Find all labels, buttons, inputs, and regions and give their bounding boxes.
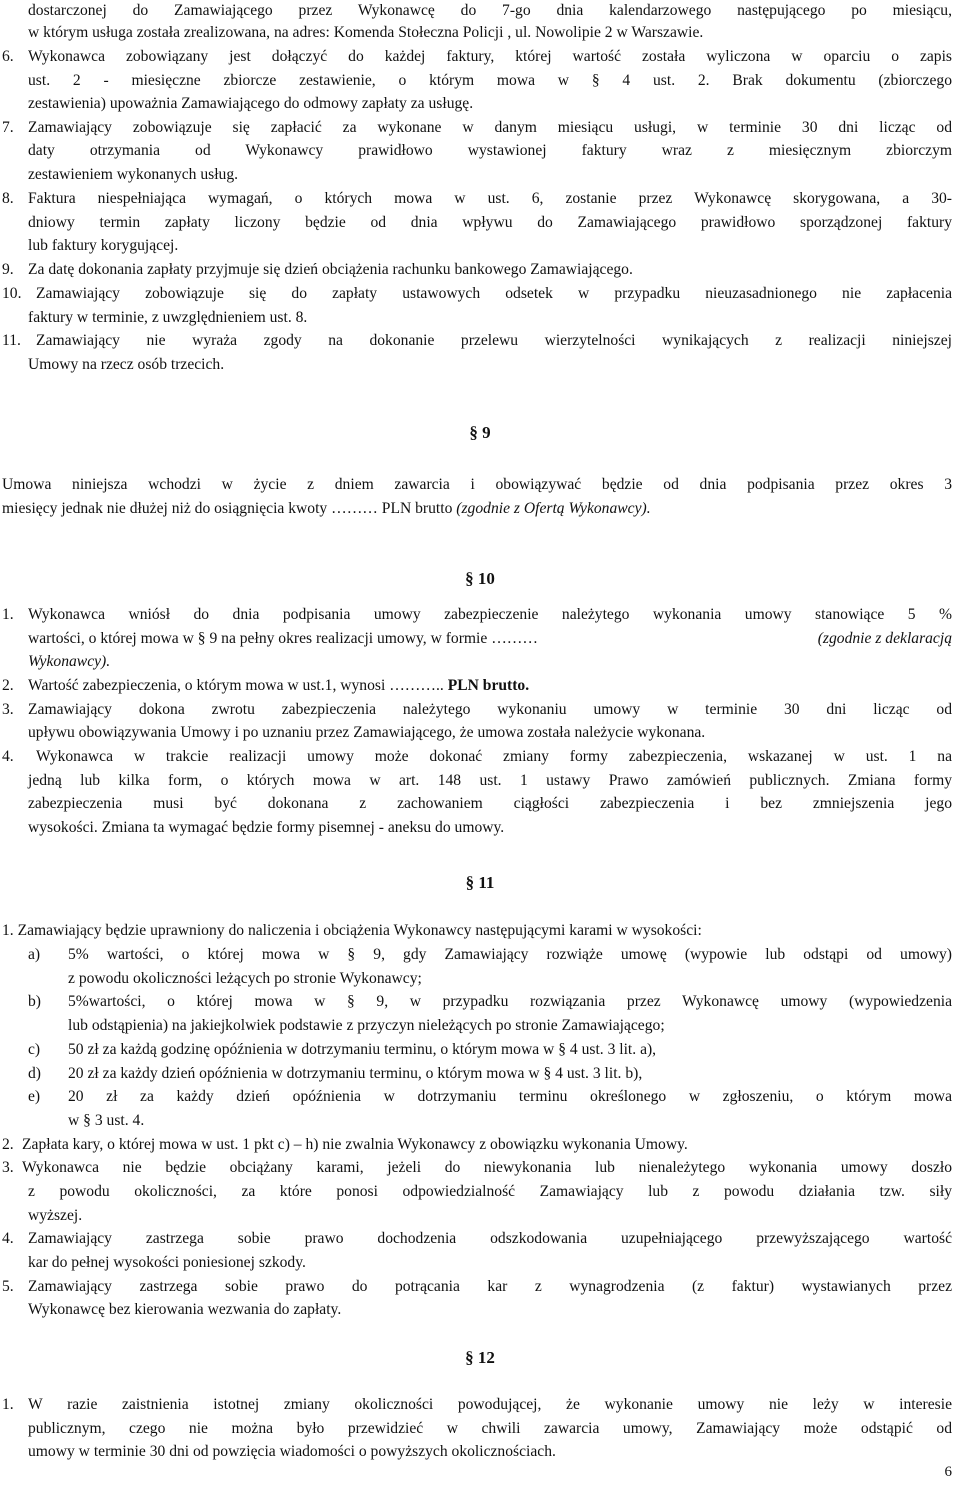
paragraph-line: Umowy na rzecz osób trzecich. [28, 356, 225, 373]
paragraph-line: z powodu okoliczności, za które ponosi odpowiedzialność Zamawiający lub z powodu działania tzw. siły [28, 1183, 952, 1200]
section-heading-12: § 12 [465, 1348, 495, 1367]
paragraph-line: zestawienia) upoważnia Zamawiającego do odmowy zapłaty za usługę. [28, 95, 474, 112]
item-number: 11. [2, 332, 21, 349]
paragraph-line: 50 zł za każdą godzinę opóźnienia w dotrzymaniu terminu, o którym mowa w § 4 ust. 3 lit. a), [68, 1041, 657, 1058]
paragraph-line: Zapłata kary, o której mowa w ust. 1 pkt c) – h) nie zwalnia Wykonawcy z obowiązku wykonania Umowy. [22, 1136, 688, 1153]
paragraph-line: Zamawiający zastrzega sobie prawo do potrącania kar z wynagrodzenia (z faktur) wystawianych przez [28, 1278, 952, 1295]
paragraph-line: Zamawiający nie wyraża zgody na dokonanie przelewu wierzytelności wynikających z realizacji niniejszej [36, 332, 952, 349]
paragraph-text: wartości, o której mowa w § 9 na pełny okres realizacji umowy, w formie ……… [28, 630, 538, 647]
paragraph-line: z powodu okoliczności leżących po stronie Wykonawcy; [68, 970, 422, 987]
item-number: 4. [2, 748, 14, 765]
paragraph-line: zabezpieczenia musi być dokonana z zachowaniem ciągłości zabezpieczenia i bez zmniejszenia jego [28, 795, 952, 812]
offer-note: (zgodnie z Ofertą Wykonawcy). [456, 500, 651, 517]
paragraph-line: Zamawiający dokona zwrotu zabezpieczenia należytego wykonaniu umowy w terminie 30 dni licząc od [28, 701, 952, 718]
sub-item-label: d) [28, 1065, 41, 1082]
paragraph-line: Wykonawca nie będzie obciążany karami, jeżeli do niewykonania lub nienależytego wykonania umowy doszło [22, 1159, 952, 1176]
paragraph-line: Zamawiający zobowiązuje się zapłacić za wykonane w danym miesiącu usługi, w terminie 30 dni licząc od [28, 119, 952, 136]
paragraph-line: zestawieniem wykonanych usług. [28, 166, 239, 183]
section-heading-10: § 10 [465, 569, 495, 588]
item-number: 9. [2, 261, 14, 278]
paragraph-line [28, 628, 952, 651]
item-number: 7. [2, 119, 14, 136]
paragraph-line: lub odstąpienia) na jakiejkolwiek podstawie z przyczyn nieleżących po stronie Zamawiającego; [68, 1017, 665, 1034]
paragraph-line: dniowy termin zapłaty liczony będzie od dnia wpływu do Zamawiającego prawidłowo sporządzonej faktury [28, 214, 952, 231]
amount-unit: PLN brutto. [447, 677, 530, 694]
paragraph-line: Za datę dokonania zapłaty przyjmuje się dzień obciążenia rachunku bankowego Zamawiającego. [28, 261, 633, 278]
paragraph-line: 5% wartości, o której mowa w § 9, gdy Zamawiający rozwiąże umowę (wypowie lub odstąpi od umowy) [68, 946, 952, 963]
paragraph-line: daty otrzymania od Wykonawcy prawidłowo wystawionej faktury wraz z miesięcznym zbiorczym [28, 142, 952, 159]
paragraph-line: umowy w terminie 30 dni od powzięcia wiadomości o powyższych okolicznościach. [28, 1443, 556, 1460]
paragraph-line: 20 zł za każdy dzień opóźnienia w dotrzymaniu terminu określonego w zgłoszeniu, o którym mowa [68, 1088, 952, 1105]
paragraph-line: wysokości. Zmiana ta wymagać będzie formy pisemnej - aneksu do umowy. [28, 819, 505, 836]
paragraph-line [28, 675, 960, 698]
item-number: 10. [2, 285, 22, 302]
paragraph-line: Faktura niespełniająca wymagań, o których mowa w ust. 6, zostanie przez Wykonawcę skorygowana, a 30- [28, 190, 952, 207]
paragraph-line: w którym usługa została zrealizowana, na adres: Komenda Stołeczna Policji , ul. Nowolipie 2 w Warszawie. [28, 24, 704, 41]
paragraph-line: faktury w terminie, z uwzględnieniem ust. 8. [28, 309, 308, 326]
paragraph-line: lub faktury korygującej. [28, 237, 179, 254]
paragraph-line: upływu obowiązywania Umowy i po uznaniu przez Zamawiającego, że umowa została należycie wykonana. [28, 724, 706, 741]
item-number: 4. [2, 1230, 14, 1247]
paragraph-line: Zamawiający zobowiązuje się do zapłaty ustawowych odsetek w przypadku nieuzasadnionego nie zapłacenia [36, 285, 952, 302]
item-number: 1. [2, 1396, 14, 1413]
sub-item-label: b) [28, 993, 41, 1010]
section-heading-9: § 9 [469, 423, 491, 442]
paragraph-line: w § 3 ust. 4. [68, 1112, 145, 1129]
paragraph-line: kar do pełnej wysokości poniesionej szkody. [28, 1254, 306, 1271]
declaration-note: (zgodnie z deklaracją [817, 630, 952, 647]
item-number: 1. [2, 606, 14, 623]
paragraph-line: Wykonawca zobowiązany jest dołączyć do każdej faktury, której wartość została wyliczona w oparciu o zapis [28, 48, 952, 65]
paragraph-line: 20 zł za każdy dzień opóźnienia w dotrzymaniu terminu, o którym mowa w § 4 ust. 3 lit. b), [68, 1065, 643, 1082]
item-number: 2. [2, 1136, 14, 1153]
sub-item-label: c) [28, 1041, 41, 1058]
paragraph-line [28, 651, 960, 674]
item-number: 3. [2, 1159, 14, 1176]
paragraph-line: jedną lub kilka form, o których mowa w art. 148 ust. 1 ustawy Prawo zamówień publicznych. Zmiana formy [28, 772, 952, 789]
sub-item-label: e) [28, 1088, 41, 1105]
paragraph-line [2, 498, 960, 521]
paragraph-line: 5%wartości, o której mowa w § 9, w przypadku rozwiązania przez Wykonawcę umowy (wypowiedzenia [68, 993, 952, 1010]
paragraph-line: Zamawiający zastrzega sobie prawo dochodzenia odszkodowania uzupełniającego przewyższającego wartość [28, 1230, 952, 1247]
section-heading-11: § 11 [465, 873, 495, 892]
paragraph-line: Wykonawca wniósł do dnia podpisania umowy zabezpieczenie należytego wykonania umowy stanowiące 5 % [28, 606, 952, 623]
paragraph-text: Wartość zabezpieczenia, o którym mowa w ust.1, wynosi ……….. [28, 677, 444, 694]
item-number: 6. [2, 48, 14, 65]
item-number: 3. [2, 701, 14, 718]
paragraph-line: wyższej. [28, 1207, 83, 1224]
item-number: 8. [2, 190, 14, 207]
paragraph-line: Wykonawcę bez kierowania wezwania do zapłaty. [28, 1301, 342, 1318]
paragraph-line: dostarczonej do Zamawiającego przez Wykonawcę do 7-go dnia kalendarzowego następującego po miesiącu, [28, 2, 952, 19]
paragraph-line: 1. Zamawiający będzie uprawniony do naliczenia i obciążenia Wykonawcy następującymi karami w wysokości: [2, 922, 702, 939]
page-number: 6 [944, 1464, 952, 1480]
paragraph-line: publicznym, czego nie można było przewidzieć w chwili zawarcia umowy, Zamawiający może odstąpić od [28, 1420, 952, 1437]
item-number: 2. [2, 677, 14, 694]
item-number: 5. [2, 1278, 14, 1295]
declaration-note-end: Wykonawcy). [28, 653, 111, 670]
paragraph-line: Wykonawca w trakcie realizacji umowy może dokonać zmiany formy zabezpieczenia, wskazanej w ust. 1 na [36, 748, 952, 765]
paragraph-line: ust. 2 - miesięczne zbiorcze zestawienie, o którym mowa w § 4 ust. 2. Brak dokumentu (zbiorczego [28, 72, 952, 89]
sub-item-label: a) [28, 946, 41, 963]
paragraph-line: W razie zaistnienia istotnej zmiany okoliczności powodującej, że wykonanie umowy nie leży w interesie [28, 1396, 952, 1413]
paragraph-line: Umowa niniejsza wchodzi w życie z dniem zawarcia i obowiązywać będzie od dnia podpisania przez okres 3 [2, 476, 952, 493]
paragraph-text: miesięcy jednak nie dłużej niż do osiągnięcia kwoty ……… PLN brutto [2, 500, 453, 517]
